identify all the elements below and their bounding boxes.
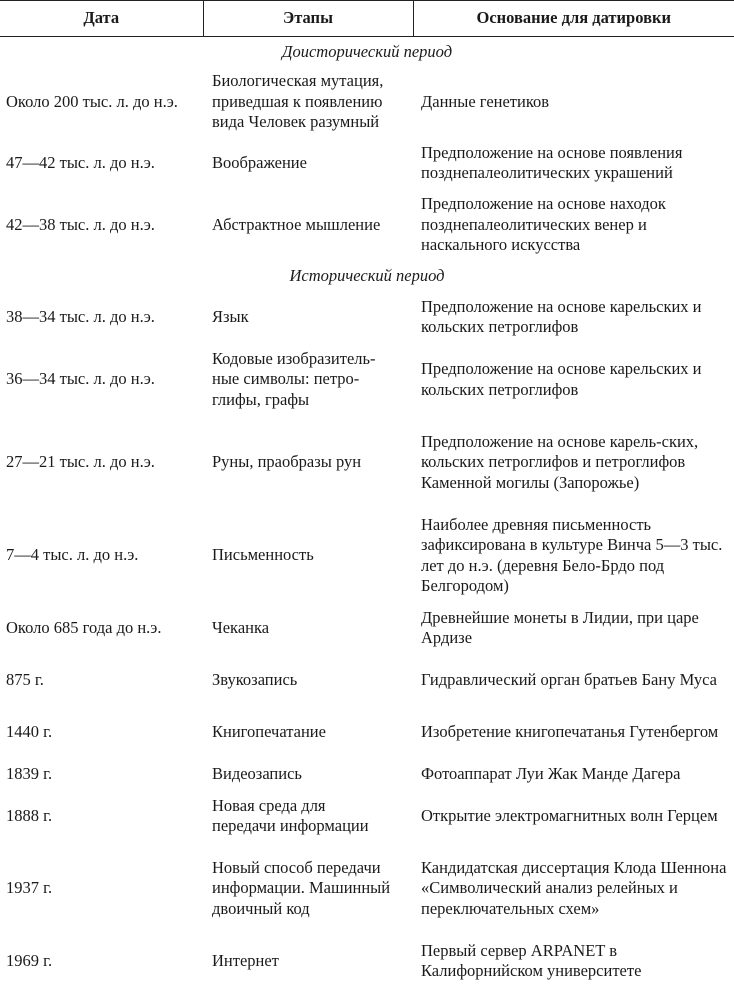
table-header-row xyxy=(0,1,734,37)
cell-stage: Видеозапись xyxy=(212,763,302,783)
cell-date: 1888 г. xyxy=(6,805,53,825)
period-row-historic xyxy=(0,261,734,291)
table-row xyxy=(0,343,734,416)
cell-stage: Письменность xyxy=(212,545,314,565)
cell-stage: Руны, праобразы рун xyxy=(212,452,362,472)
cell-stage: Биологическая мутация, приведшая к появлению вида Человек разумный xyxy=(212,71,384,132)
header-date: Дата xyxy=(0,1,203,37)
cell-basis: Предположение на основе карель-ских, кольских петроглифов и петроглифов Каменной могилы (Запорожье) xyxy=(421,431,699,492)
cell-date: 42—38 тыс. л. до н.э. xyxy=(6,214,155,234)
cell-date: 7—4 тыс. л. до н.э. xyxy=(6,545,139,565)
table-row xyxy=(0,509,734,602)
cell-date: 1440 г. xyxy=(6,721,53,741)
table-row xyxy=(0,706,734,758)
header-stage: Этапы xyxy=(203,1,413,37)
cell-stage: Книгопечатание xyxy=(212,721,326,741)
cell-stage: Абстрактное мышление xyxy=(212,214,381,234)
cell-date: 1969 г. xyxy=(6,950,53,970)
cell-basis: Фотоаппарат Луи Жак Манде Дагера xyxy=(421,763,681,783)
table-row xyxy=(0,189,734,261)
period-title: Доисторический период xyxy=(281,41,453,61)
cell-stage: Интернет xyxy=(212,950,279,970)
table-row xyxy=(0,758,734,790)
cell-date: 38—34 тыс. л. до н.э. xyxy=(6,306,155,326)
cell-stage: Кодовые изобразитель-ные символы: петро-глифы, графы xyxy=(212,348,376,409)
cell-basis: Открытие электромагнитных волн Герцем xyxy=(421,805,718,825)
table-row xyxy=(0,842,734,935)
cell-date: Около 685 года до н.э. xyxy=(6,617,162,637)
header-basis: Основание для датировки xyxy=(413,1,734,37)
cell-stage: Звукозапись xyxy=(212,669,298,689)
cell-stage: Новая среда для передачи информации xyxy=(212,795,369,835)
table-row xyxy=(0,67,734,137)
table-row xyxy=(0,602,734,654)
cell-stage: Новый способ передачи информации. Машинный двоичный код xyxy=(212,857,391,918)
cell-basis: Предположение на основе карельских и кольских петроглифов xyxy=(421,359,702,399)
cell-stage: Воображение xyxy=(212,152,307,172)
cell-date: Около 200 тыс. л. до н.э. xyxy=(6,91,178,111)
cell-stage: Чеканка xyxy=(212,617,270,637)
cell-stage: Язык xyxy=(212,306,249,326)
cell-basis: Предположение на основе появления позднепалеолитических украшений xyxy=(421,142,683,182)
cell-basis: Древнейшие монеты в Лидии, при царе Ардизе xyxy=(421,607,699,647)
table-row xyxy=(0,654,734,706)
cell-date: 27—21 тыс. л. до н.э. xyxy=(6,452,155,472)
cell-basis: Изобретение книгопечатанья Гутенбергом xyxy=(421,721,719,741)
period-title: Исторический период xyxy=(289,265,445,285)
table-row xyxy=(0,291,734,343)
cell-date: 47—42 тыс. л. до н.э. xyxy=(6,152,155,172)
table-row xyxy=(0,416,734,509)
cell-basis: Предположение на основе находок позднепалеолитических венер и наскального искусства xyxy=(421,194,666,255)
cell-date: 36—34 тыс. л. до н.э. xyxy=(6,369,155,389)
cell-basis: Кандидатская диссертация Клода Шеннона «Символический анализ релейных и переключательных схем» xyxy=(421,857,727,918)
cell-basis: Гидравлический орган братьев Бану Муса xyxy=(421,669,717,689)
table-row xyxy=(0,137,734,189)
cell-basis: Предположение на основе карельских и кольских петроглифов xyxy=(421,296,702,336)
cell-date: 1937 г. xyxy=(6,878,53,898)
cell-date: 1839 г. xyxy=(6,763,53,783)
cell-basis: Первый сервер ARPANET в Калифорнийском университете xyxy=(421,940,642,980)
table-row xyxy=(0,790,734,842)
period-row-prehistoric xyxy=(0,37,734,68)
cell-basis: Наиболее древняя письменность зафиксирована в культуре Винча 5—3 тыс. лет до н.э. (деревня Бело-Брдо под Белгородом) xyxy=(421,514,723,595)
cell-basis: Данные генетиков xyxy=(421,91,550,111)
table-row xyxy=(0,935,734,987)
cell-date: 875 г. xyxy=(6,669,44,689)
